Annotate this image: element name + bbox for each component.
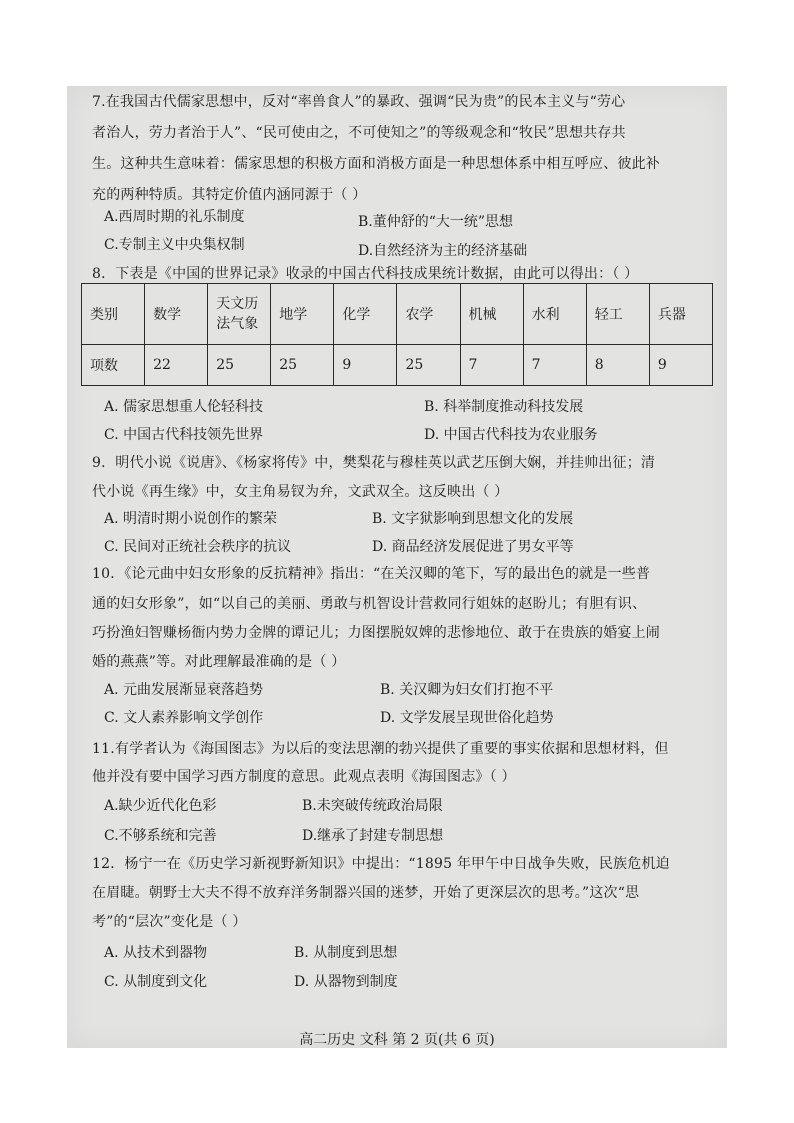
q12-line-3: 考”的“层次”变化是（ ） (92, 914, 247, 930)
tech-statistics-table (81, 283, 713, 386)
table-cell: 9 (649, 345, 712, 386)
q8-option-c: C. 中国古代科技领先世界 (104, 427, 264, 443)
table-cell: 25 (271, 345, 334, 386)
q11-option-d: D.继承了封建专制思想 (302, 828, 444, 844)
q12-option-c: C. 从制度到文化 (104, 974, 208, 990)
q7-option-d: D.自然经济为主的经济基础 (358, 243, 528, 259)
table-cell: 地学 (271, 284, 334, 345)
table-header-label: 项数 (82, 345, 145, 386)
table-header-label: 类别 (82, 284, 145, 345)
q10-line-4: 婚的燕燕”等。对此理解最准确的是（ ） (92, 654, 346, 670)
table-cell: 25 (208, 345, 271, 386)
table-cell: 兵器 (649, 284, 712, 345)
q8-option-a: A. 儒家思想重人伦轻科技 (104, 399, 264, 415)
q8-option-d: D. 中国古代科技为农业服务 (424, 427, 598, 443)
q11-line-2: 他并没有要中国学习西方制度的意思。此观点表明《海国图志》（ ） (92, 769, 516, 785)
q9-line-1: 9．明代小说《说唐》、《杨家将传》中，樊梨花与穆桂英以武艺压倒大娴，并挂帅出征；清 (92, 455, 656, 471)
q8-option-b: B. 科举制度推动科技发展 (424, 399, 584, 415)
table-row-counts (82, 345, 713, 386)
q11-option-a: A.缺少近代化色彩 (104, 798, 217, 814)
q9-option-c: C. 民间对正统社会秩序的抗议 (104, 539, 292, 555)
q12-option-a: A. 从技术到器物 (104, 945, 208, 961)
q10-line-2: 通的妇女形象”，如“以自己的美丽、勇敢与机智设计营救同行姐妹的赵盼儿；有胆有识、 (92, 596, 647, 612)
q7-line-3: 生。这种共生意味着：儒家思想的积极方面和消极方面是一种思想体系中相互呼应、彼此补 (92, 156, 660, 172)
table-cell: 水利 (523, 284, 586, 345)
table-cell: 7 (460, 345, 523, 386)
q7-option-c: C.专制主义中央集权制 (104, 237, 245, 253)
q10-option-c: C. 文人素养影响文学创作 (104, 710, 264, 726)
q10-line-3: 巧扮渔妇智赚杨衙内势力金牌的谭记儿；力图摆脱奴婢的悲惨地位、敢于在贵族的婚宴上闹 (92, 625, 660, 641)
q10-option-a: A. 元曲发展渐显衰落趋势 (104, 682, 264, 698)
q9-option-b: B. 文字狱影响到思想文化的发展 (372, 511, 574, 527)
q7-line-1: 7.在我国古代儒家思想中，反对“率兽食人”的暴政、强调“民为贵”的民本主义与“劳心 (92, 94, 626, 110)
table-cell: 机械 (460, 284, 523, 345)
q12-option-d: D. 从器物到制度 (294, 974, 398, 990)
table-row-categories (82, 284, 713, 345)
q12-line-2: 在眉睫。朝野士大夫不得不放弃洋务制器兴国的迷梦，开始了更深层次的思考。”这次“思 (92, 885, 640, 901)
q10-line-1: 10．《论元曲中妇女形象的反抗精神》指出：“在关汉卿的笔下，写的最出色的就是一些普 (92, 566, 651, 582)
table-cell: 数学 (145, 284, 208, 345)
q12-option-b: B. 从制度到思想 (294, 945, 398, 961)
table-cell: 轻工 (586, 284, 649, 345)
table-cell: 9 (334, 345, 397, 386)
table-cell: 25 (397, 345, 460, 386)
q11-line-1: 11.有学者认为《海国图志》为以后的变法思潮的勃兴提供了重要的事实依据和思想材料，但 (92, 741, 669, 757)
table-cell: 化学 (334, 284, 397, 345)
q9-line-2: 代小说《再生缘》中，女主角易钗为弁，文武双全。这反映出（ ） (92, 484, 509, 500)
q7-option-b: B.董仲舒的“大一统”思想 (358, 214, 514, 230)
q11-option-b: B.未突破传统政治局限 (302, 798, 443, 814)
q9-option-d: D. 商品经济发展促进了男女平等 (372, 539, 574, 555)
page-footer: 高二历史 文科 第 2 页(共 6 页) (299, 1032, 495, 1048)
q7-line-2: 者治人，劳力者治于人”、“民可使由之，不可使知之”的等级观念和“牧民”思想共存共 (92, 125, 626, 141)
q7-option-a: A.西周时期的礼乐制度 (104, 209, 245, 225)
q10-option-b: B. 关汉卿为妇女们打抱不平 (380, 682, 554, 698)
table-cell: 8 (586, 345, 649, 386)
table-cell: 天文历法气象 (208, 284, 271, 345)
table-cell: 7 (523, 345, 586, 386)
table-cell: 农学 (397, 284, 460, 345)
q10-option-d: D. 文学发展呈现世俗化趋势 (380, 710, 554, 726)
q7-line-4: 充的两种特质。其特定价值内涵同源于（ ） (92, 187, 367, 203)
q11-option-c: C.不够系统和完善 (104, 828, 217, 844)
q8-stem: 8．下表是《中国的世界记录》收录的中国古代科技成果统计数据，由此可以得出：（ ） (92, 266, 639, 282)
table-cell: 22 (145, 345, 208, 386)
q9-option-a: A. 明清时期小说创作的繁荣 (104, 511, 278, 527)
q12-line-1: 12．杨宁一在《历史学习新视野新知识》中提出：“1895 年甲午中日战争失败，民族危机迫 (92, 856, 670, 872)
